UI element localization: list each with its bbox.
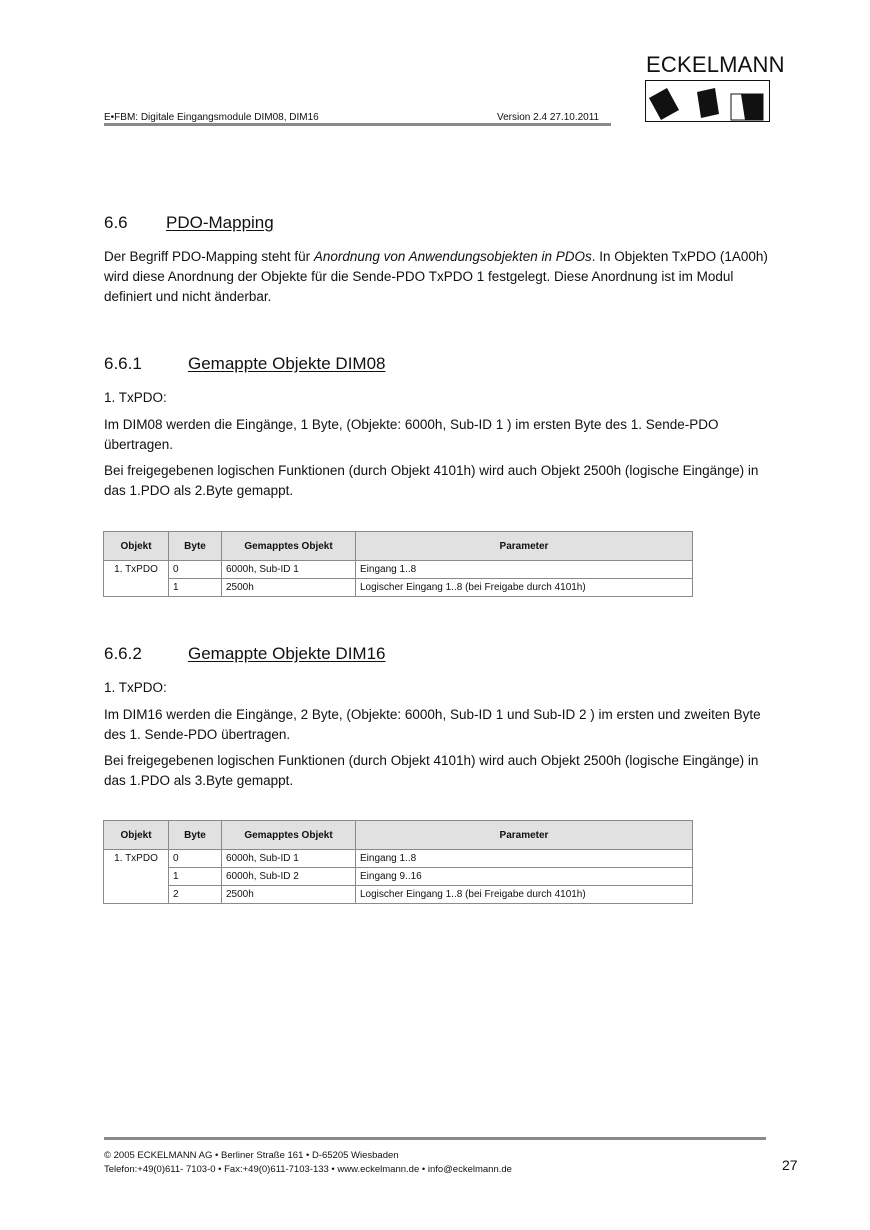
paragraph: Im DIM08 werden die Eingänge, 1 Byte, (Objekte: 6000h, Sub-ID 1 ) im ersten Byte des 1. Sende-PDO übertragen. [104, 417, 719, 452]
footer-rule [104, 1137, 766, 1140]
footer-address: © 2005 ECKELMANN AG • Berliner Straße 161 • D-65205 Wiesbaden [104, 1150, 399, 1161]
paragraph: Bei freigegebenen logischen Funktionen (durch Objekt 4101h) wird auch Objekt 2500h (logische Eingänge) in das 1.PDO als 3.Byte gemappt. [104, 753, 759, 788]
cell-parameter: Eingang 1..8 [356, 561, 693, 579]
column-header-byte: Byte [169, 821, 222, 850]
paragraph: 1. TxPDO: [104, 390, 167, 405]
company-logo-icon [645, 80, 770, 122]
mapping-table-dim08 [103, 531, 693, 597]
subsection-number: 6.6.1 [104, 354, 142, 373]
cell-parameter: Logischer Eingang 1..8 (bei Freigabe durch 4101h) [356, 579, 693, 597]
column-header-byte: Byte [169, 532, 222, 561]
subsection-number: 6.6.2 [104, 644, 142, 663]
mapping-table-dim16 [103, 820, 693, 904]
paragraph-text: Der Begriff PDO-Mapping steht für [104, 249, 314, 264]
header-rule [104, 123, 611, 126]
subsection-title: Gemappte Objekte DIM08 [188, 354, 386, 373]
cell-parameter: Logischer Eingang 1..8 (bei Freigabe durch 4101h) [356, 886, 693, 904]
cell-byte: 1 [169, 579, 222, 597]
cell-byte: 0 [169, 561, 222, 579]
paragraph: 1. TxPDO: [104, 680, 167, 695]
cell-parameter: Eingang 1..8 [356, 850, 693, 868]
column-header-parameter: Parameter [356, 821, 693, 850]
paragraph-emphasis: Anordnung von Anwendungsobjekten in PDOs [313, 249, 592, 264]
section-number: 6.6 [104, 213, 128, 232]
company-logo-text: ECKELMANN [646, 52, 785, 77]
cell-byte: 2 [169, 886, 222, 904]
paragraph-text: . In Objekten TxPDO (1A00h) wird diese Anordnung der Objekte für die Sende-PDO TxPDO 1 festgelegt. Diese Anordnung ist im Modul definiert und nicht änderbar. [104, 249, 768, 304]
table-header-row [104, 821, 693, 850]
page-number: 27 [782, 1157, 798, 1173]
column-header-gemapptes-objekt: Gemapptes Objekt [222, 532, 356, 561]
table-row [104, 850, 693, 868]
header-document-title: E•FBM: Digitale Eingangsmodule DIM08, DIM16 [104, 112, 319, 123]
footer-contact: Telefon:+49(0)611- 7103-0 • Fax:+49(0)611-7103-133 • www.eckelmann.de • info@eckelmann.de [104, 1164, 512, 1175]
cell-gemapptes-objekt: 2500h [222, 579, 356, 597]
cell-parameter: Eingang 9..16 [356, 868, 693, 886]
cell-gemapptes-objekt: 2500h [222, 886, 356, 904]
table-header-row [104, 532, 693, 561]
subsection-title: Gemappte Objekte DIM16 [188, 644, 386, 663]
table-row [104, 561, 693, 579]
cell-gemapptes-objekt: 6000h, Sub-ID 1 [222, 561, 356, 579]
column-header-objekt: Objekt [104, 532, 169, 561]
table-row [104, 868, 693, 886]
header-version: Version 2.4 27.10.2011 [497, 112, 600, 123]
cell-gemapptes-objekt: 6000h, Sub-ID 1 [222, 850, 356, 868]
table-row [104, 579, 693, 597]
section-title: PDO-Mapping [166, 213, 274, 232]
table-row [104, 886, 693, 904]
paragraph: Im DIM16 werden die Eingänge, 2 Byte, (Objekte: 6000h, Sub-ID 1 und Sub-ID 2 ) im ersten und zweiten Byte des 1. Sende-PDO übertragen. [104, 707, 761, 742]
column-header-objekt: Objekt [104, 821, 169, 850]
cell-objekt: 1. TxPDO [104, 850, 169, 904]
column-header-parameter: Parameter [356, 532, 693, 561]
cell-byte: 1 [169, 868, 222, 886]
column-header-gemapptes-objekt: Gemapptes Objekt [222, 821, 356, 850]
cell-objekt: 1. TxPDO [104, 561, 169, 597]
paragraph: Bei freigegebenen logischen Funktionen (durch Objekt 4101h) wird auch Objekt 2500h (logische Eingänge) in das 1.PDO als 2.Byte gemappt. [104, 463, 759, 498]
cell-gemapptes-objekt: 6000h, Sub-ID 2 [222, 868, 356, 886]
cell-byte: 0 [169, 850, 222, 868]
section-paragraph [104, 247, 774, 307]
